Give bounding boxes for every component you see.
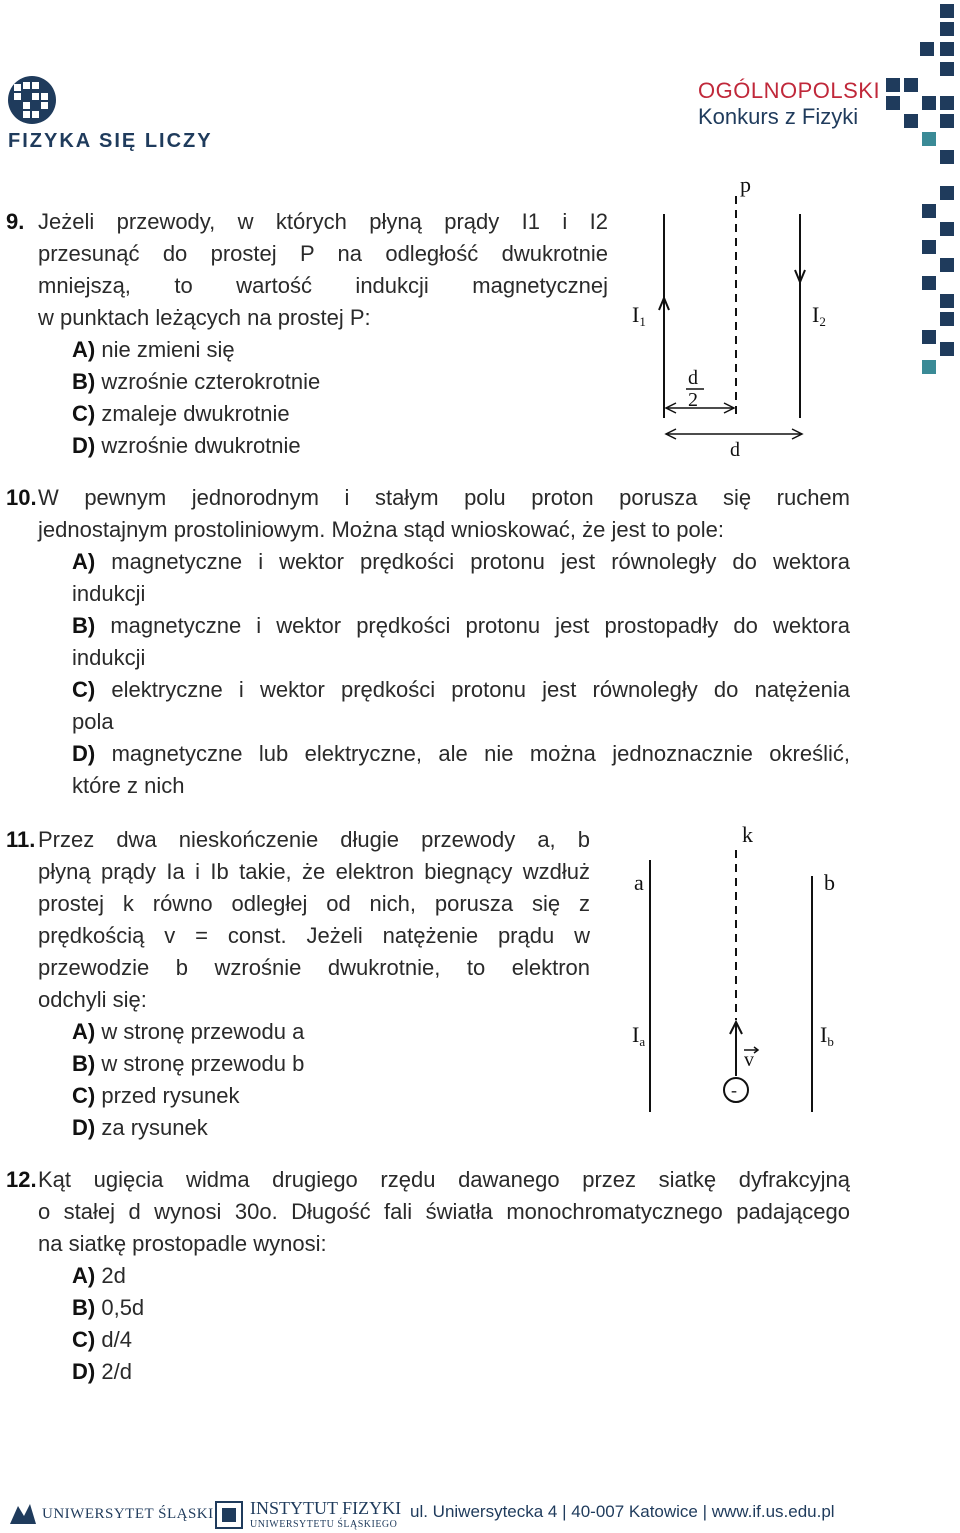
answer-option-a[interactable]: A) w stronę przewodu a (72, 1019, 305, 1044)
answer-option-a[interactable]: A) 2d (72, 1263, 126, 1288)
answer-option-d[interactable]: D) za rysunek (72, 1115, 208, 1140)
question-line: jednostajnym prostoliniowym. Można stąd wnioskować, że jest to pole: (38, 517, 724, 542)
logo-konkurs-line2: Konkurs z Fizyki (698, 104, 859, 129)
question-text (38, 482, 850, 546)
question-text (38, 1164, 850, 1260)
header-logo-left (6, 74, 213, 154)
answer-options (72, 1260, 372, 1388)
institute-logo-icon (214, 1500, 244, 1530)
label-a: a (634, 870, 644, 895)
answer-option-c[interactable]: C) zmaleje dwukrotnie (72, 401, 290, 426)
answer-option-b[interactable]: B) w stronę przewodu b (72, 1051, 305, 1076)
label-ib: Ib (820, 1022, 834, 1049)
answer-option-b[interactable]: B) wzrośnie czterokrotnie (72, 369, 321, 394)
answer-option-d[interactable]: D) 2/d (72, 1359, 132, 1384)
label-k: k (742, 822, 753, 847)
question-number: 11. (6, 827, 36, 852)
answer-options (72, 1016, 572, 1144)
answer-option-c[interactable]: C) przed rysunek (72, 1083, 240, 1108)
label-d-half-denominator: 2 (688, 389, 698, 411)
label-b: b (824, 870, 835, 895)
question-line: odchyli się: (38, 987, 147, 1012)
header-logo-right (698, 78, 880, 130)
question-line: prostej k równo odległej od nich, porusza się z (38, 891, 590, 916)
question-text (38, 824, 590, 1016)
answer-option-a[interactable]: A) magnetyczne i wektor prędkości protonu jest równoległy do wektora indukcji (72, 549, 850, 606)
institute-name: INSTYTUT FIZYKI (250, 1498, 402, 1518)
answer-option-b[interactable]: B) magnetyczne i wektor prędkości protonu jest prostopadły do wektora indukcji (72, 613, 850, 670)
diagram-q11 (620, 820, 850, 1120)
institute-subname: UNIWERSYTETU ŚLĄSKIEGO (250, 1519, 398, 1530)
question-line: mniejszą, to wartość indukcji magnetycznej (38, 273, 608, 298)
question-text (38, 206, 608, 334)
label-d-half-numerator: d (688, 367, 698, 389)
question-line: W pewnym jednorodnym i stałym polu proton porusza się ruchem (38, 485, 850, 510)
label-ia: Ia (632, 1022, 646, 1049)
question-number: 10. (6, 485, 37, 510)
university-name: UNIWERSYTET ŚLĄSKI (42, 1506, 214, 1522)
answer-option-d[interactable]: D) wzrośnie dwukrotnie (72, 433, 301, 458)
question-number: 12. (6, 1167, 37, 1192)
label-v: v (744, 1049, 754, 1071)
answer-option-d[interactable]: D) magnetyczne lub elektryczne, ale nie można jednoznacznie określić, które z nich (72, 741, 850, 798)
question-line: Przez dwa nieskończenie długie przewody a, b (38, 827, 590, 852)
question-line: Kąt ugięcia widma drugiego rzędu dawanego przez siatkę dyfrakcyjną (38, 1167, 850, 1192)
answer-options (72, 334, 592, 462)
answer-option-a[interactable]: A) nie zmieni się (72, 337, 235, 362)
answer-options (72, 546, 850, 802)
answer-option-c[interactable]: C) elektryczne i wektor prędkości protonu jest równoległy do natężenia pola (72, 677, 850, 734)
question-line: na siatkę prostopadle wynosi: (38, 1231, 327, 1256)
globe-icon (6, 74, 58, 126)
question-line: o stałej d wynosi 30o. Długość fali światła monochromatycznego padającego (38, 1199, 850, 1224)
electron-charge: - (731, 1080, 737, 1100)
question-line: prędkością v = const. Jeżeli natężenie prądu w (38, 923, 590, 948)
label-i1: I1 (632, 302, 646, 329)
question-line: przewodzie b wzrośnie dwukrotnie, to elektron (38, 955, 590, 980)
logo-fizyka-text: FIZYKA SIĘ LICZY (8, 130, 213, 152)
logo-konkurs-line1: OGÓLNOPOLSKI (698, 78, 881, 103)
question-line: płyną prądy Ia i Ib takie, że elektron biegnący wzdłuż (38, 859, 590, 884)
question-number: 9. (6, 209, 25, 234)
label-d: d (730, 439, 740, 461)
university-logo-icon (8, 1502, 38, 1526)
question-line: Jeżeli przewody, w których płyną prądy I1 i I2 (38, 209, 608, 234)
answer-option-b[interactable]: B) 0,5d (72, 1295, 145, 1320)
diagram-q9 (620, 172, 826, 462)
answer-option-c[interactable]: C) d/4 (72, 1327, 132, 1352)
footer-address: ul. Uniwersytecka 4 | 40-007 Katowice | www.if.us.edu.pl (410, 1502, 835, 1521)
question-line: przesunąć do prostej P na odległość dwukrotnie (38, 241, 608, 266)
question-line: w punktach leżących na prostej P: (38, 305, 371, 330)
label-p: p (740, 172, 751, 197)
label-i2: I2 (812, 302, 826, 329)
